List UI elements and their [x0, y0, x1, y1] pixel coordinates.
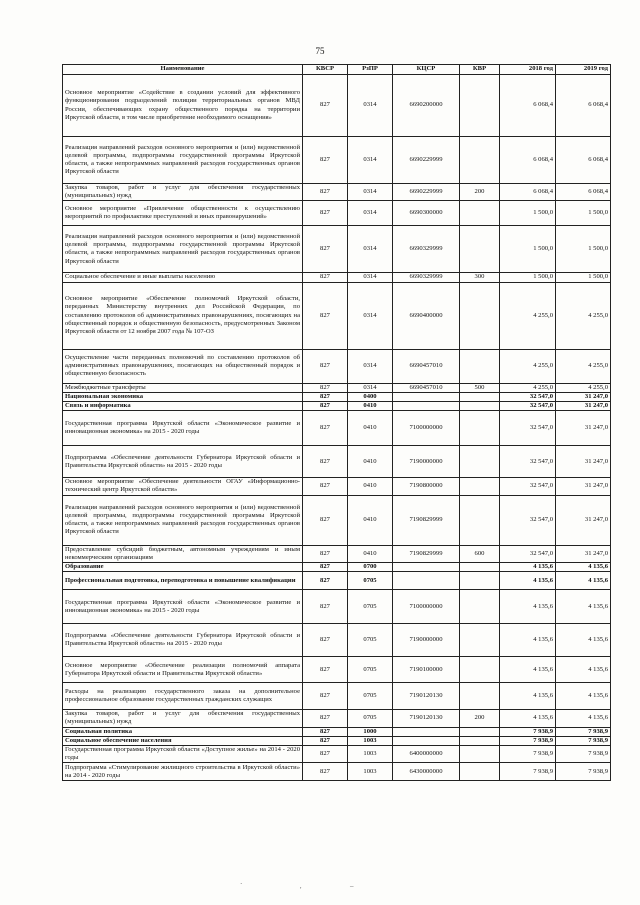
row-kcsr: 6690457010	[393, 383, 460, 392]
row-kcsr: 7190829999	[393, 495, 460, 545]
row-kvr	[460, 746, 500, 763]
row-2019: 7 938,9	[556, 746, 611, 763]
row-rzpr: 0410	[348, 402, 393, 411]
table-row	[63, 446, 611, 478]
row-2018: 6 068,4	[500, 75, 556, 137]
row-2018: 1 500,0	[500, 273, 556, 282]
row-kcsr: 6400000000	[393, 746, 460, 763]
row-kcsr: 6430000000	[393, 763, 460, 781]
table-row	[63, 137, 611, 184]
row-rzpr: 0700	[348, 563, 393, 572]
row-name: Связь и информатика	[63, 402, 303, 411]
row-kvr	[460, 392, 500, 401]
row-2019: 31 247,0	[556, 402, 611, 411]
row-rzpr: 0314	[348, 226, 393, 273]
header-kcsr: КЦСР	[393, 65, 460, 75]
row-kvsr: 827	[303, 624, 348, 657]
row-2019: 4 255,0	[556, 349, 611, 383]
row-kvsr: 827	[303, 590, 348, 624]
row-2018: 7 938,9	[500, 746, 556, 763]
page-number: 75	[315, 46, 325, 56]
row-kvr: 200	[460, 184, 500, 201]
row-name: Реализация направлений расходов основного мероприятия и (или) ведомственной целевой программы, подпрограммы государственной программы Иркутской области, а также непрограммных направлений расходов государственных органов Иркутской области	[63, 495, 303, 545]
row-kcsr: 7100000000	[393, 590, 460, 624]
row-kvsr: 827	[303, 226, 348, 273]
row-2019: 1 500,0	[556, 273, 611, 282]
table-row	[63, 727, 611, 736]
row-2018: 7 938,9	[500, 727, 556, 736]
row-name: Предоставление субсидий бюджетным, автономным учреждениям и иным некоммерческим организациям	[63, 545, 303, 562]
row-name: Государственная программа Иркутской области «Экономическое развитие и инновационная экономика» на 2015 - 2020 годы	[63, 411, 303, 446]
row-rzpr: 0314	[348, 383, 393, 392]
table-row	[63, 282, 611, 349]
row-kvsr: 827	[303, 349, 348, 383]
header-2018: 2018 год	[500, 65, 556, 75]
row-rzpr: 1003	[348, 746, 393, 763]
table-row	[63, 226, 611, 273]
row-kvsr: 827	[303, 495, 348, 545]
table-row	[63, 746, 611, 763]
row-kvr	[460, 495, 500, 545]
row-rzpr: 0705	[348, 624, 393, 657]
row-rzpr: 0705	[348, 590, 393, 624]
row-name: Основное мероприятие «Обеспечение реализации полномочий аппарата Губернатора Иркутской области и Правительства Иркутской области»	[63, 657, 303, 683]
row-kvr	[460, 590, 500, 624]
row-2019: 6 068,4	[556, 75, 611, 137]
row-rzpr: 0705	[348, 572, 393, 590]
row-2018: 32 547,0	[500, 495, 556, 545]
row-2018: 4 135,6	[500, 572, 556, 590]
row-kvr	[460, 478, 500, 495]
header-name: Наименование	[63, 65, 303, 75]
row-kvr: 600	[460, 545, 500, 562]
row-2018: 32 547,0	[500, 411, 556, 446]
row-kcsr: 7100000000	[393, 411, 460, 446]
row-2019: 7 938,9	[556, 736, 611, 745]
row-kvr	[460, 763, 500, 781]
row-kvr	[460, 201, 500, 226]
row-kvr	[460, 683, 500, 710]
row-kvsr: 827	[303, 402, 348, 411]
table-row	[63, 545, 611, 562]
row-2018: 4 135,6	[500, 590, 556, 624]
row-2018: 32 547,0	[500, 545, 556, 562]
row-name: Подпрограмма «Обеспечение деятельности Губернатора Иркутской области и Правительства Иркутской области» на 2015 - 2020 годы	[63, 446, 303, 478]
row-name: Реализация направлений расходов основного мероприятия и (или) ведомственной целевой программы, подпрограммы государственной программы Иркутской области, а также непрограммных направлений расходов государственных органов Иркутской области	[63, 226, 303, 273]
row-2019: 4 255,0	[556, 282, 611, 349]
row-rzpr: 0314	[348, 273, 393, 282]
row-2019: 6 068,4	[556, 184, 611, 201]
row-2019: 31 247,0	[556, 411, 611, 446]
row-2019: 7 938,9	[556, 763, 611, 781]
row-name: Социальное обеспечение населения	[63, 736, 303, 745]
table-row	[63, 590, 611, 624]
budget-table	[62, 64, 611, 781]
row-2018: 6 068,4	[500, 184, 556, 201]
table-row	[63, 383, 611, 392]
row-name: Основное мероприятие «Содействие в создании условий для эффективного функционирования подразделений полиции территориальных органов МВД России, обеспечивающих охрану общественного порядка на территории Иркутской области, в том числе приобретение необходимого оснащения»	[63, 75, 303, 137]
row-kvsr: 827	[303, 383, 348, 392]
row-kvr	[460, 657, 500, 683]
row-2019: 4 135,6	[556, 624, 611, 657]
row-kcsr: 6690329999	[393, 226, 460, 273]
row-rzpr: 0410	[348, 478, 393, 495]
row-name: Подпрограмма «Обеспечение деятельности Губернатора Иркутской области и Правительства Иркутской области» на 2015 - 2020 годы	[63, 624, 303, 657]
row-kvr: 300	[460, 273, 500, 282]
row-kvr	[460, 226, 500, 273]
row-kcsr: 7190100000	[393, 657, 460, 683]
table-row	[63, 478, 611, 495]
row-2018: 7 938,9	[500, 763, 556, 781]
row-2019: 7 938,9	[556, 727, 611, 736]
row-kcsr: 6690329999	[393, 273, 460, 282]
row-kvr: 200	[460, 710, 500, 727]
table-row	[63, 273, 611, 282]
row-kvr	[460, 563, 500, 572]
row-2018: 4 135,6	[500, 624, 556, 657]
row-rzpr: 0410	[348, 446, 393, 478]
row-2019: 4 135,6	[556, 683, 611, 710]
row-kvsr: 827	[303, 137, 348, 184]
row-2019: 6 068,4	[556, 137, 611, 184]
row-name: Основное мероприятие «Привлечение общественности к осуществлению мероприятий по профилактике преступлений и иных правонарушений»	[63, 201, 303, 226]
row-name: Закупка товаров, работ и услуг для обеспечения государственных (муниципальных) нужд	[63, 710, 303, 727]
row-2018: 4 255,0	[500, 349, 556, 383]
row-2018: 32 547,0	[500, 392, 556, 401]
row-2019: 31 247,0	[556, 495, 611, 545]
row-name: Расходы на реализацию государственного заказа на дополнительное профессиональное образование государственных гражданских служащих	[63, 683, 303, 710]
row-kvsr: 827	[303, 446, 348, 478]
row-2019: 31 247,0	[556, 446, 611, 478]
row-rzpr: 0314	[348, 282, 393, 349]
row-kvsr: 827	[303, 545, 348, 562]
row-kvr	[460, 736, 500, 745]
row-rzpr: 0314	[348, 184, 393, 201]
row-2019: 4 135,6	[556, 572, 611, 590]
row-kcsr: 7190000000	[393, 624, 460, 657]
row-2018: 4 255,0	[500, 383, 556, 392]
row-kvr	[460, 402, 500, 411]
header-kvr: КВР	[460, 65, 500, 75]
row-name: Национальная экономика	[63, 392, 303, 401]
row-2018: 6 068,4	[500, 137, 556, 184]
row-kvsr: 827	[303, 75, 348, 137]
table-row	[63, 683, 611, 710]
table-row	[63, 763, 611, 781]
row-rzpr: 0314	[348, 349, 393, 383]
row-kvsr: 827	[303, 273, 348, 282]
table-row	[63, 75, 611, 137]
row-2018: 32 547,0	[500, 478, 556, 495]
row-kvsr: 827	[303, 184, 348, 201]
scan-marks: · ′ –	[240, 880, 354, 894]
row-kvsr: 827	[303, 683, 348, 710]
row-name: Основное мероприятие «Обеспечение полномочий Иркутской области, переданных Министерству внутренних дел Российской Федерации, по составлению протоколов об административных правонарушениях, посягающих на общественный порядок и общественную безопасность, предусмотренных Законом Иркутской области от 12 ноября 2007 года № 107-ОЗ	[63, 282, 303, 349]
row-kvsr: 827	[303, 282, 348, 349]
row-kvr	[460, 727, 500, 736]
row-kvr: 500	[460, 383, 500, 392]
row-kvr	[460, 572, 500, 590]
row-2018: 4 135,6	[500, 683, 556, 710]
row-kcsr: 7190120130	[393, 710, 460, 727]
row-name: Основное мероприятие «Обеспечение деятельности ОГАУ «Информационно-технический центр Иркутской области»	[63, 478, 303, 495]
table-body	[63, 75, 611, 781]
row-rzpr: 0400	[348, 392, 393, 401]
table-header-row	[63, 65, 611, 75]
row-2019: 31 247,0	[556, 392, 611, 401]
row-rzpr: 0314	[348, 201, 393, 226]
row-name: Государственная программа Иркутской области «Экономическое развитие и инновационная экономика» на 2015 - 2020 годы	[63, 590, 303, 624]
row-kvsr: 827	[303, 710, 348, 727]
row-kcsr: 6690200000	[393, 75, 460, 137]
table-row	[63, 572, 611, 590]
row-kcsr	[393, 402, 460, 411]
row-kcsr: 6690300000	[393, 201, 460, 226]
row-name: Профессиональная подготовка, переподготовка и повышение квалификации	[63, 572, 303, 590]
row-kcsr: 6690229999	[393, 137, 460, 184]
table-row	[63, 624, 611, 657]
header-2019: 2019 год	[556, 65, 611, 75]
row-rzpr: 1000	[348, 727, 393, 736]
table-row	[63, 392, 611, 401]
row-rzpr: 0314	[348, 137, 393, 184]
row-kvsr: 827	[303, 411, 348, 446]
row-name: Образование	[63, 563, 303, 572]
row-2018: 1 500,0	[500, 201, 556, 226]
row-rzpr: 0410	[348, 545, 393, 562]
row-2019: 1 500,0	[556, 226, 611, 273]
table-row	[63, 201, 611, 226]
row-kvsr: 827	[303, 746, 348, 763]
row-kvr	[460, 75, 500, 137]
row-kvr	[460, 624, 500, 657]
row-rzpr: 0705	[348, 710, 393, 727]
row-2019: 4 135,6	[556, 563, 611, 572]
row-name: Реализация направлений расходов основного мероприятия и (или) ведомственной целевой программы, подпрограммы государственной программы Иркутской области, а также непрограммных направлений расходов государственных органов Иркутской области	[63, 137, 303, 184]
row-kcsr	[393, 727, 460, 736]
row-2019: 31 247,0	[556, 545, 611, 562]
table-row	[63, 657, 611, 683]
row-kvsr: 827	[303, 763, 348, 781]
row-kcsr: 7190800000	[393, 478, 460, 495]
row-kcsr	[393, 563, 460, 572]
table-row	[63, 411, 611, 446]
row-rzpr: 0410	[348, 495, 393, 545]
row-kcsr	[393, 572, 460, 590]
row-name: Осуществление части переданных полномочий по составлению протоколов об административных правонарушениях, посягающих на общественный порядок и общественную безопасность	[63, 349, 303, 383]
row-kvr	[460, 349, 500, 383]
row-kcsr: 7190829999	[393, 545, 460, 562]
row-kvsr: 827	[303, 572, 348, 590]
row-2019: 31 247,0	[556, 478, 611, 495]
row-rzpr: 0410	[348, 411, 393, 446]
header-rzpr: РзПР	[348, 65, 393, 75]
row-2018: 4 135,6	[500, 710, 556, 727]
row-2018: 4 135,6	[500, 563, 556, 572]
row-kvsr: 827	[303, 478, 348, 495]
row-kvsr: 827	[303, 727, 348, 736]
row-2018: 7 938,9	[500, 736, 556, 745]
row-rzpr: 1003	[348, 736, 393, 745]
row-kcsr: 7190000000	[393, 446, 460, 478]
row-name: Межбюджетные трансферты	[63, 383, 303, 392]
row-rzpr: 0705	[348, 683, 393, 710]
table-row	[63, 402, 611, 411]
row-kvsr: 827	[303, 201, 348, 226]
row-2018: 32 547,0	[500, 402, 556, 411]
table-row	[63, 349, 611, 383]
row-kcsr: 6690457010	[393, 349, 460, 383]
row-kcsr: 6690229999	[393, 184, 460, 201]
row-name: Государственная программа Иркутской области «Доступное жилье» на 2014 - 2020 годы	[63, 746, 303, 763]
row-kcsr	[393, 736, 460, 745]
row-2018: 4 135,6	[500, 657, 556, 683]
row-rzpr: 0314	[348, 75, 393, 137]
row-kvr	[460, 282, 500, 349]
row-2019: 4 135,6	[556, 710, 611, 727]
row-name: Социальная политика	[63, 727, 303, 736]
row-2018: 1 500,0	[500, 226, 556, 273]
table-row	[63, 184, 611, 201]
row-2019: 4 135,6	[556, 657, 611, 683]
row-kvsr: 827	[303, 392, 348, 401]
table-row	[63, 736, 611, 745]
table-row	[63, 710, 611, 727]
row-2018: 4 255,0	[500, 282, 556, 349]
row-rzpr: 0705	[348, 657, 393, 683]
row-kcsr: 7190120130	[393, 683, 460, 710]
row-2019: 4 255,0	[556, 383, 611, 392]
row-kvr	[460, 137, 500, 184]
row-kvr	[460, 411, 500, 446]
row-name: Социальное обеспечение и иные выплаты населению	[63, 273, 303, 282]
row-name: Подпрограмма «Стимулирование жилищного строительства в Иркутской области» на 2014 - 2020 годы	[63, 763, 303, 781]
row-kvsr: 827	[303, 736, 348, 745]
row-kvsr: 827	[303, 563, 348, 572]
row-kvsr: 827	[303, 657, 348, 683]
row-2019: 1 500,0	[556, 201, 611, 226]
row-kcsr: 6690400000	[393, 282, 460, 349]
row-kcsr	[393, 392, 460, 401]
table-row	[63, 495, 611, 545]
table-row	[63, 563, 611, 572]
row-kvr	[460, 446, 500, 478]
header-kvsr: КВСР	[303, 65, 348, 75]
row-name: Закупка товаров, работ и услуг для обеспечения государственных (муниципальных) нужд	[63, 184, 303, 201]
row-2019: 4 135,6	[556, 590, 611, 624]
row-rzpr: 1003	[348, 763, 393, 781]
row-2018: 32 547,0	[500, 446, 556, 478]
